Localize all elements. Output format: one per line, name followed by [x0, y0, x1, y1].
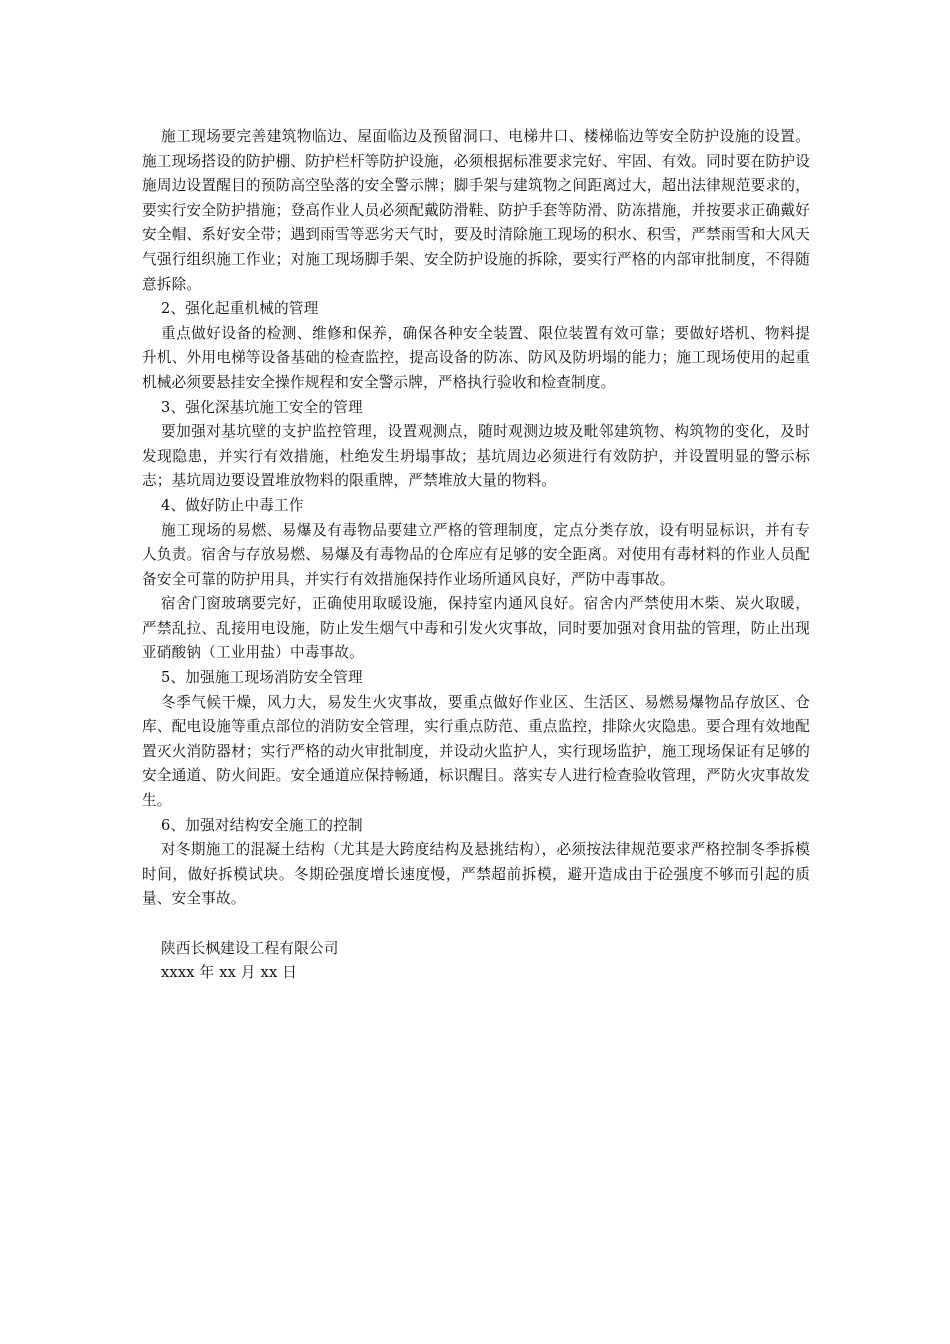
section-heading-structural-safety: 6、加强对结构安全施工的控制: [161, 816, 363, 834]
paragraph-fire-safety: 冬季气候干燥，风力大，易发生火灾事故，要重点做好作业区、生活区、易燃易爆物品存放区、仓库、配电设施等重点部位的消防安全管理，实行重点防范、重点监控，排除火灾隐患。要合理有效地配置灭火消防器材；实行严格的动火审批制度，并设动火监护人，实行现场监护，施工现场保证有足够的安全通道、防火间距。安全通道应保持畅通，标识醒目。落实专人进行检查验收管理，严防火灾事故发生。: [142, 693, 810, 810]
paragraph-dormitory-heating: 宿舍门窗玻璃要完好，正确使用取暖设施，保持室内通风良好。宿舍内严禁使用木柴、炭火取暖，严禁乱拉、乱接用电设施，防止发生烟气中毒和引发火灾事故，同时要加强对食用盐的管理，防止出现亚硝酸钠（工业用盐）中毒事故。: [142, 595, 810, 662]
paragraph-structural-safety: 对冬期施工的混凝土结构（尤其是大跨度结构及悬挑结构），必须按法律规范要求严格控制冬季拆模时间，做好拆模试块。冬期砼强度增长速度慢，严禁超前拆模，避开造成由于砼强度不够而引起的质量、安全事故。: [142, 841, 810, 908]
paragraph-hazardous-materials: 施工现场的易燃、易爆及有毒物品要建立严格的管理制度，定点分类存放，设有明显标识，并有专人负责。宿舍与存放易燃、易爆及有毒物品的仓库应有足够的安全距离。对使用有毒材料的作业人员配备安全可靠的防护用具，并实行有效措施保持作业场所通风良好，严防中毒事故。: [142, 521, 810, 588]
section-heading-deep-foundation-pit: 3、强化深基坑施工安全的管理: [161, 398, 363, 416]
signature-date: xxxx 年 xx 月 xx 日: [161, 964, 298, 982]
paragraph-deep-foundation-pit: 要加强对基坑壁的支护监控管理，设置观测点，随时观测边坡及毗邻建筑物、构筑物的变化，及时发现隐患，并实行有效措施，杜绝发生坍塌事故；基坑周边必须进行有效防护，并设置明显的警示标志；基坑周边要设置堆放物料的限重牌，严禁堆放大量的物料。: [142, 423, 810, 490]
section-heading-lifting-machinery: 2、强化起重机械的管理: [161, 300, 319, 318]
company-name: 陕西长枫建设工程有限公司: [161, 939, 339, 957]
paragraph-safety-protection: 施工现场要完善建筑物临边、屋面临边及预留洞口、电梯井口、楼梯临边等安全防护设施的设置。施工现场搭设的防护棚、防护栏杆等防护设施，必须根据标准要求完好、牢固、有效。同时要在防护设施周边设置醒目的预防高空坠落的安全警示牌；脚手架与建筑物之间距离过大，超出法律规范要求的，要实行安全防护措施；登高作业人员必须配戴防滑鞋、防护手套等防滑、防冻措施，并按要求正确戴好安全帽、系好安全带；遇到雨雪等恶劣天气时，要及时清除施工现场的积水、积雪，严禁雨雪和大风天气强行组织施工作业；对施工现场脚手架、安全防护设施的拆除，要实行严格的内部审批制度，不得随意拆除。: [142, 128, 810, 293]
section-heading-fire-safety: 5、加强施工现场消防安全管理: [161, 669, 363, 687]
signature-block: [142, 937, 810, 986]
section-heading-poisoning-prevention: 4、做好防止中毒工作: [161, 496, 304, 514]
document-body: [142, 125, 810, 986]
paragraph-lifting-machinery: 重点做好设备的检测、维修和保养，确保各种安全装置、限位装置有效可靠；要做好塔机、物料提升机、外用电梯等设备基础的检查监控，提高设备的防冻、防风及防坍塌的能力；施工现场使用的起重机械必须要悬挂安全操作规程和安全警示牌，严格执行验收和检查制度。: [142, 324, 810, 391]
